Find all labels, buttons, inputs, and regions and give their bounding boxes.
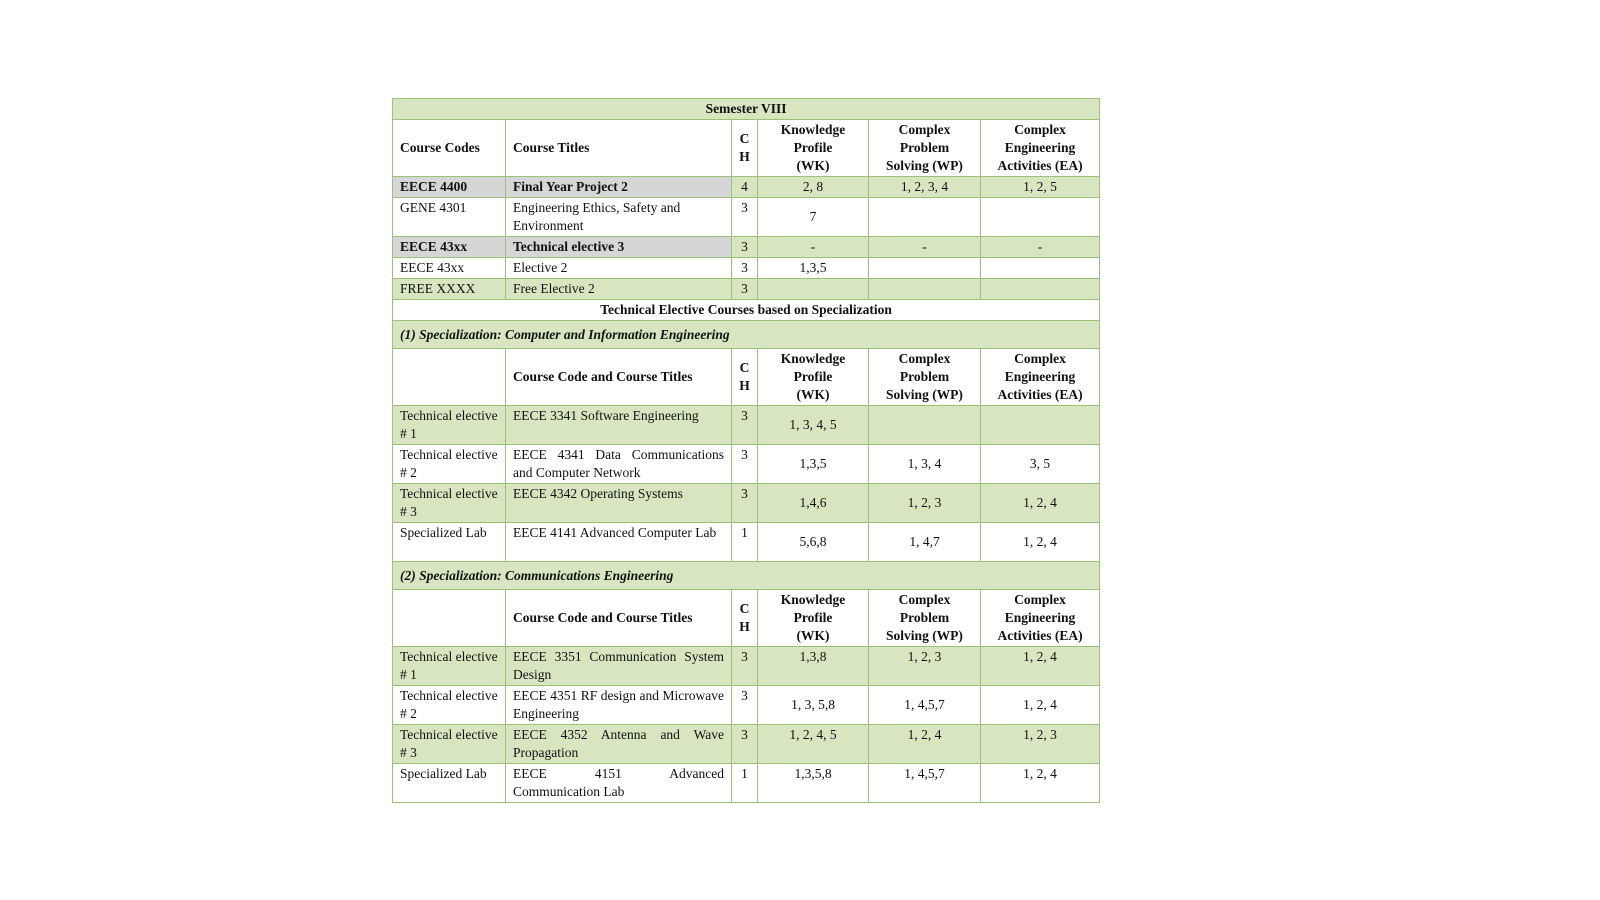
table-row [393,484,1100,523]
course-ch: 3 [732,406,758,445]
elective-label: Technical elective # 2 [393,445,506,484]
header-empty [393,590,506,647]
curriculum-table [392,98,1100,803]
elective-course: EECE 4151 Advanced Communication Lab [506,764,732,803]
course-ea: 1, 2, 4 [981,523,1100,562]
header-ch: C H [732,590,758,647]
table-row [393,237,1100,258]
elective-label: Specialized Lab [393,764,506,803]
course-wp: - [869,237,981,258]
header-empty [393,349,506,406]
technical-electives-heading: Technical Elective Courses based on Specialization [393,300,1100,321]
elective-label: Technical elective # 3 [393,484,506,523]
header-course-code-titles: Course Code and Course Titles [506,349,732,406]
course-title: Engineering Ethics, Safety and Environment [506,198,732,237]
course-ch: 1 [732,764,758,803]
table-row [393,258,1100,279]
course-wk: 1,3,5 [758,445,869,484]
course-wk: 1, 3, 4, 5 [758,406,869,445]
course-wp: 1, 4,5,7 [869,686,981,725]
elective-course: EECE 4342 Operating Systems [506,484,732,523]
course-wk: 1,3,8 [758,647,869,686]
table-row [393,686,1100,725]
course-wp: 1, 2, 3 [869,484,981,523]
course-ch: 3 [732,237,758,258]
course-wp [869,406,981,445]
header-ea: Complex Engineering Activities (EA) [981,349,1100,406]
course-title: Free Elective 2 [506,279,732,300]
header-course-titles: Course Titles [506,120,732,177]
elective-course: EECE 4341 Data Communications and Computer Network [506,445,732,484]
course-code: GENE 4301 [393,198,506,237]
course-code: EECE 43xx [393,258,506,279]
elective-course: EECE 3351 Communication System Design [506,647,732,686]
course-ch: 3 [732,647,758,686]
header-ea: Complex Engineering Activities (EA) [981,590,1100,647]
course-ea [981,258,1100,279]
course-code: EECE 4400 [393,177,506,198]
elective-label: Technical elective # 3 [393,725,506,764]
course-wp [869,279,981,300]
course-code: FREE XXXX [393,279,506,300]
elective-label: Specialized Lab [393,523,506,562]
header-ch: C H [732,349,758,406]
table-row [393,198,1100,237]
table-row [393,177,1100,198]
course-wk: 1, 3, 5,8 [758,686,869,725]
course-wp: 1, 3, 4 [869,445,981,484]
header-wp: Complex Problem Solving (WP) [869,120,981,177]
course-wk: 7 [758,198,869,237]
course-wk [758,279,869,300]
course-ch: 3 [732,445,758,484]
course-wp [869,198,981,237]
course-ch: 3 [732,258,758,279]
table-row [393,279,1100,300]
course-ch: 1 [732,523,758,562]
specialization-header-row [393,590,1100,647]
course-ch: 3 [732,686,758,725]
course-ea: 1, 2, 4 [981,484,1100,523]
course-wk: 1,4,6 [758,484,869,523]
elective-label: Technical elective # 1 [393,406,506,445]
header-ch: C H [732,120,758,177]
specialization-header-row [393,349,1100,406]
course-wk: 5,6,8 [758,523,869,562]
elective-label: Technical elective # 2 [393,686,506,725]
course-ch: 3 [732,279,758,300]
course-ea: 1, 2, 5 [981,177,1100,198]
course-ch: 3 [732,725,758,764]
course-ea [981,279,1100,300]
course-title: Elective 2 [506,258,732,279]
elective-course: EECE 4141 Advanced Computer Lab [506,523,732,562]
course-wk: 2, 8 [758,177,869,198]
table-row [393,725,1100,764]
course-ea: 1, 2, 4 [981,764,1100,803]
specialization-title: (2) Specialization: Communications Engineering [393,562,1100,590]
course-wp: 1, 2, 3, 4 [869,177,981,198]
course-wk: 1, 2, 4, 5 [758,725,869,764]
table-row [393,764,1100,803]
elective-course: EECE 3341 Software Engineering [506,406,732,445]
course-wp: 1, 2, 3 [869,647,981,686]
header-wk: Knowledge Profile (WK) [758,590,869,647]
course-wp: 1, 4,7 [869,523,981,562]
course-ea: 1, 2, 4 [981,686,1100,725]
table-row [393,523,1100,562]
elective-course: EECE 4352 Antenna and Wave Propagation [506,725,732,764]
course-ea: 1, 2, 3 [981,725,1100,764]
header-ea: Complex Engineering Activities (EA) [981,120,1100,177]
specialization-title: (1) Specialization: Computer and Information Engineering [393,321,1100,349]
course-wk: 1,3,5 [758,258,869,279]
course-ea [981,406,1100,445]
course-ch: 4 [732,177,758,198]
course-wk: - [758,237,869,258]
header-wp: Complex Problem Solving (WP) [869,349,981,406]
course-ea: 3, 5 [981,445,1100,484]
course-title: Technical elective 3 [506,237,732,258]
course-ea: - [981,237,1100,258]
table-row [393,647,1100,686]
elective-label: Technical elective # 1 [393,647,506,686]
header-wk: Knowledge Profile (WK) [758,120,869,177]
header-wk: Knowledge Profile (WK) [758,349,869,406]
course-wp: 1, 2, 4 [869,725,981,764]
course-ea: 1, 2, 4 [981,647,1100,686]
header-course-codes: Course Codes [393,120,506,177]
course-wp [869,258,981,279]
course-title: Final Year Project 2 [506,177,732,198]
header-wp: Complex Problem Solving (WP) [869,590,981,647]
semester-header-row [393,120,1100,177]
table-row [393,406,1100,445]
semester-title: Semester VIII [393,99,1100,120]
course-ch: 3 [732,484,758,523]
course-wk: 1,3,5,8 [758,764,869,803]
table-row [393,445,1100,484]
course-ea [981,198,1100,237]
course-ch: 3 [732,198,758,237]
header-course-code-titles: Course Code and Course Titles [506,590,732,647]
course-code: EECE 43xx [393,237,506,258]
course-wp: 1, 4,5,7 [869,764,981,803]
elective-course: EECE 4351 RF design and Microwave Engineering [506,686,732,725]
curriculum-document [392,98,1099,803]
